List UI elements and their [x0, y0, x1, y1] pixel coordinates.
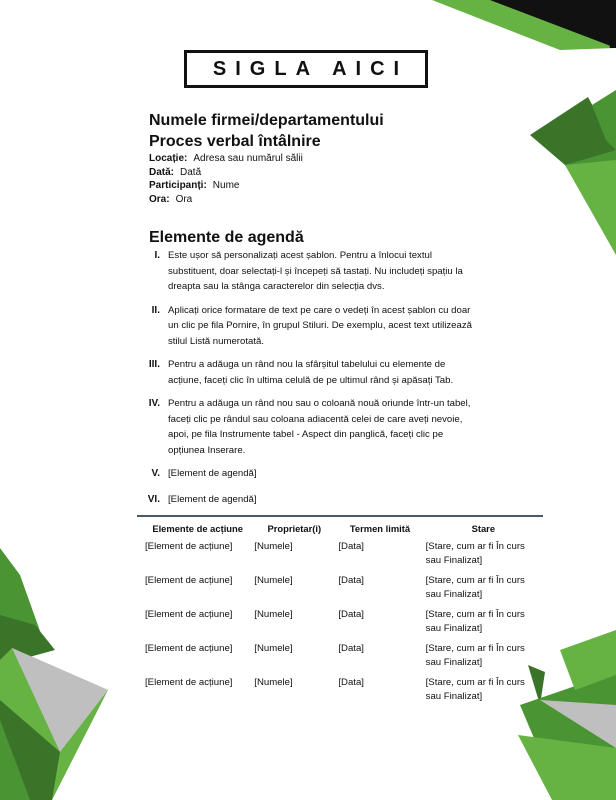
- table-cell: [Numele]: [254, 541, 293, 552]
- meta-date: Dată: Dată: [149, 166, 202, 178]
- table-top-rule: [137, 515, 543, 517]
- table-row: [143, 540, 543, 574]
- meeting-details: [149, 152, 303, 206]
- table-cell: [Data]: [338, 677, 364, 688]
- table-row: [143, 574, 543, 608]
- document-title: Proces verbal întâlnire: [149, 133, 321, 150]
- table-cell: [Numele]: [254, 575, 293, 586]
- table-cell: [Stare, cum ar fi În curs sau Finalizat]: [425, 541, 525, 566]
- agenda-item: V. [Element de agendă]: [151, 468, 257, 479]
- action-items-table: [143, 520, 543, 710]
- agenda-item: VI. [Element de agendă]: [147, 493, 257, 505]
- meta-time: Ora: Ora: [149, 193, 193, 205]
- company-name: Numele firmei/departamentului: [149, 112, 384, 129]
- agenda-item: I. Este ușor să personalizați acest șablon. Pentru a înlocui textul substituent, doar selectați-l și începeți să tastați. Nu includeți spațiu la dreapta sau la stânga caracterelor din selecția dvs.: [154, 250, 463, 292]
- agenda-item: III. Pentru a adăuga un rând nou la sfârșitul tabelului cu elemente de acțiune, faceți clic în ultima celulă de pe ultimul rând și apăsați Tab.: [148, 359, 454, 386]
- column-header: Proprietar(i): [267, 522, 322, 534]
- table-header-row: [143, 520, 543, 540]
- logo-placeholder: SIGLA AICI: [184, 50, 428, 88]
- table-row: [143, 676, 543, 710]
- column-header: Elemente de acțiune: [152, 522, 243, 534]
- table-cell: [Numele]: [254, 609, 293, 620]
- table-cell: [Data]: [338, 541, 364, 552]
- table-cell: [Stare, cum ar fi În curs sau Finalizat]: [425, 609, 525, 634]
- deco-right-light: [565, 160, 616, 255]
- table-cell: [Stare, cum ar fi În curs sau Finalizat]: [425, 575, 525, 600]
- table-cell: [Stare, cum ar fi În curs sau Finalizat]: [425, 643, 525, 668]
- table-cell: [Numele]: [254, 643, 293, 654]
- column-header: Stare: [471, 522, 496, 534]
- table-cell: [Data]: [338, 575, 364, 586]
- meta-participants: Participanți: Nume: [149, 180, 240, 191]
- table-row: [143, 642, 543, 676]
- table-row: [143, 608, 543, 642]
- agenda-item: IV. Pentru a adăuga un rând nou sau o coloană nouă oriunde într-un tabel, faceți clic pe rândul sau coloana adiacentă celei de care aveți nevoie, apoi, pe fila Instrumente tabel - Aspect din panglică, faceți clic pe opțiunea Inserare.: [148, 398, 471, 456]
- table-cell: [Element de acțiune]: [145, 541, 233, 552]
- table-cell: [Element de acțiune]: [145, 643, 233, 654]
- table-cell: [Data]: [338, 643, 364, 654]
- meta-location: Locație: Adresa sau numărul sălii: [149, 153, 303, 164]
- table-cell: [Element de acțiune]: [145, 609, 233, 620]
- table-cell: [Data]: [338, 609, 364, 620]
- page-heading: [149, 110, 384, 152]
- table-cell: [Element de acțiune]: [145, 677, 233, 688]
- agenda-item: II. Aplicați orice formatare de text pe care o vedeți în acest șablon cu doar un clic pe fila Pornire, în grupul Stiluri. De exemplu, acest text utilizează stilul Listă numerotată.: [151, 304, 472, 347]
- column-header: Termen limită: [349, 522, 411, 534]
- table-cell: [Stare, cum ar fi În curs sau Finalizat]: [425, 677, 525, 702]
- table-cell: [Element de acțiune]: [145, 575, 233, 586]
- agenda-list: [134, 248, 474, 507]
- agenda-heading: Elemente de agendă: [149, 229, 304, 246]
- table-cell: [Numele]: [254, 677, 293, 688]
